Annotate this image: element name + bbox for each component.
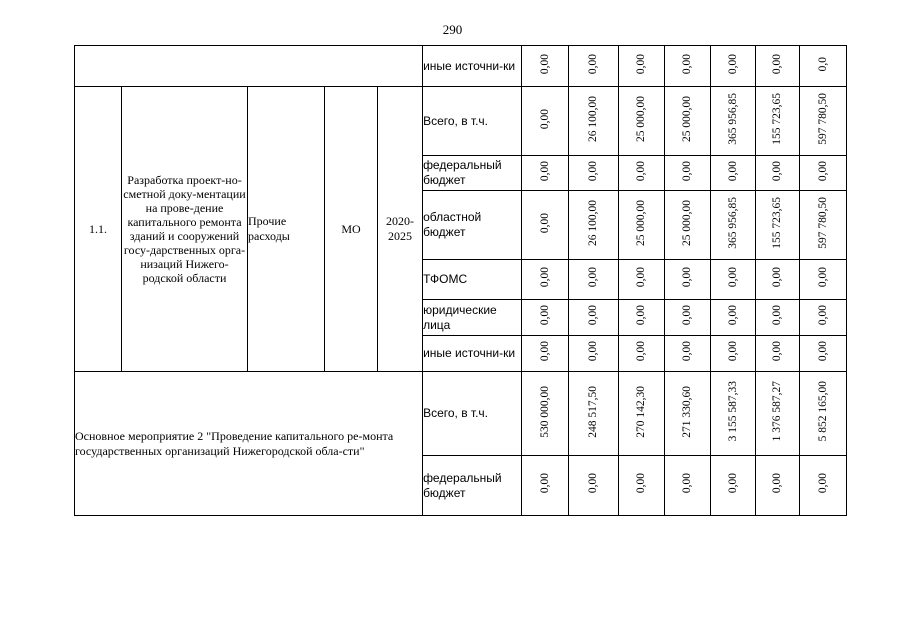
item-number: 1.1.	[75, 87, 122, 372]
category-cell: иные источни-ки	[423, 46, 522, 87]
value-cell: 0,00	[538, 267, 551, 288]
value-cell: 0,00	[587, 160, 600, 182]
value-cell: 5 852 165,00	[816, 381, 829, 442]
value-cell: 0,00	[635, 305, 648, 326]
value-cell: 0,00	[726, 160, 739, 182]
value-cell: 0,00	[681, 341, 694, 362]
category-cell: юридические лица	[423, 300, 522, 336]
value-cell: 0,00	[816, 160, 829, 182]
value-cell: 25 000,00	[681, 200, 694, 246]
value-cell: 0,00	[726, 267, 739, 288]
value-cell: 597 780,50	[816, 93, 829, 145]
category-cell: Всего, в т.ч.	[423, 87, 522, 156]
value-cell: 25 000,00	[635, 200, 648, 246]
value-cell: 270 142,30	[635, 385, 648, 438]
value-cell: 0,00	[681, 267, 694, 288]
value-cell: 0,00	[538, 160, 551, 182]
value-cell: 0,00	[538, 473, 551, 494]
value-cell: 26 100,00	[587, 200, 600, 246]
executor: МО	[325, 87, 378, 372]
value-cell: 0,00	[816, 305, 829, 326]
value-cell: 0,00	[681, 53, 694, 75]
category-cell: ТФОМС	[423, 260, 522, 300]
value-cell: 1 376 587,27	[771, 381, 784, 442]
category-cell: областной бюджет	[423, 191, 522, 260]
value-cell: 0,00	[538, 212, 551, 234]
years: 2020-2025	[378, 87, 423, 372]
value-cell: 0,00	[816, 341, 829, 362]
value-cell: 365 956,85	[726, 93, 739, 145]
value-cell: 0,00	[771, 160, 784, 182]
value-cell: 0,00	[538, 53, 551, 75]
value-cell: 0,00	[681, 473, 694, 494]
category-cell: федеральный бюджет	[423, 156, 522, 191]
value-cell: 0,0	[816, 56, 829, 72]
budget-table	[74, 45, 847, 516]
category-cell: федеральный бюджет	[423, 456, 522, 516]
value-cell: 26 100,00	[587, 96, 600, 142]
main-activity-title: Основное мероприятие 2 "Проведение капитального ре-монта государственных организаций Нижегородской обла-сти"	[75, 372, 423, 516]
value-cell: 0,00	[681, 160, 694, 182]
value-cell: 0,00	[635, 473, 648, 494]
value-cell: 0,00	[771, 53, 784, 75]
value-cell: 155 723,65	[771, 197, 784, 249]
value-cell: 25 000,00	[635, 96, 648, 142]
value-cell: 0,00	[587, 305, 600, 326]
value-cell: 0,00	[587, 267, 600, 288]
value-cell: 155 723,65	[771, 93, 784, 145]
value-cell: 0,00	[538, 305, 551, 326]
value-cell: 0,00	[587, 53, 600, 75]
value-cell: 0,00	[681, 305, 694, 326]
value-cell: 365 956,85	[726, 197, 739, 249]
value-cell: 0,00	[635, 53, 648, 75]
empty-cell	[75, 46, 423, 87]
value-cell: 0,00	[771, 305, 784, 326]
value-cell: 0,00	[771, 267, 784, 288]
value-cell: 271 330,60	[681, 385, 694, 438]
value-cell: 0,00	[771, 341, 784, 362]
value-cell: 0,00	[587, 473, 600, 494]
category-cell: иные источни-ки	[423, 336, 522, 372]
value-cell: 0,00	[538, 108, 551, 130]
value-cell: 0,00	[816, 473, 829, 494]
value-cell: 597 780,50	[816, 197, 829, 249]
value-cell: 0,00	[635, 160, 648, 182]
value-cell: 0,00	[635, 341, 648, 362]
page-number: 290	[442, 22, 463, 37]
category-cell: Всего, в т.ч.	[423, 372, 522, 456]
value-cell: 0,00	[726, 341, 739, 362]
item-description: Разработка проект-но-сметной доку-ментации на прове-дение капитального ремонта зданий и сооружений госу-дарственных орга-низаций Нижего-родской области	[122, 87, 248, 372]
table-row	[75, 46, 847, 87]
value-cell: 530 000,00	[538, 385, 551, 438]
value-cell: 0,00	[771, 473, 784, 494]
expense-type: Прочие расходы	[248, 87, 325, 372]
value-cell: 0,00	[726, 473, 739, 494]
value-cell: 0,00	[587, 341, 600, 362]
value-cell: 3 155 587,33	[726, 381, 739, 442]
table-row	[75, 87, 847, 156]
value-cell: 248 517,50	[587, 385, 600, 438]
value-cell: 0,00	[726, 53, 739, 75]
value-cell: 0,00	[816, 267, 829, 288]
value-cell: 0,00	[635, 267, 648, 288]
table-row	[75, 372, 847, 456]
value-cell: 0,00	[726, 305, 739, 326]
value-cell: 0,00	[538, 341, 551, 362]
value-cell: 25 000,00	[681, 96, 694, 142]
